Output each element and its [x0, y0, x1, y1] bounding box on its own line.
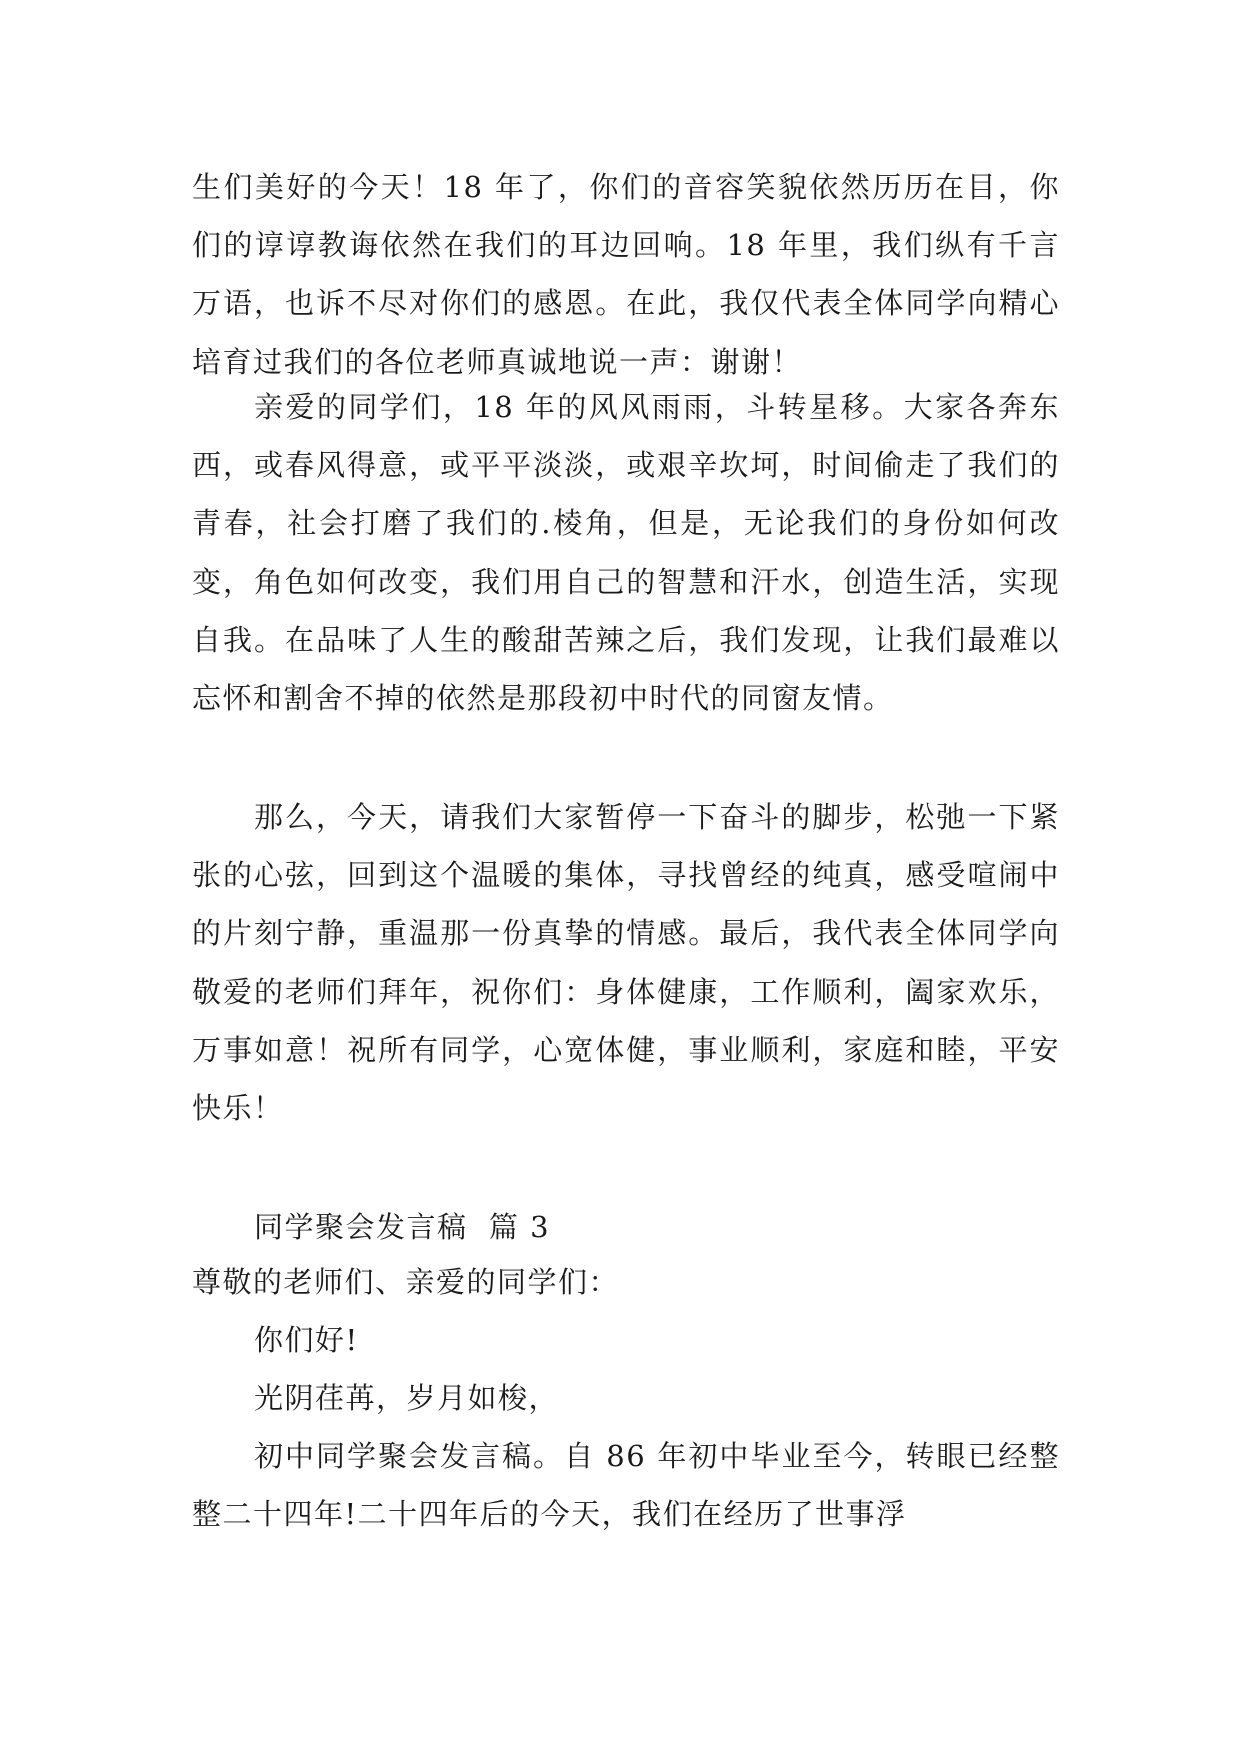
paragraph-text: 生们美好的今天！18 年了，你们的音容笑貌依然历历在目，你们的谆谆教诲依然在我们的耳边回响。18 年里，我们纵有千言万语，也诉不尽对你们的感恩。在此，我仅代表全体同学向精心培育过我们的各位老师真诚地说一声：谢谢！: [192, 170, 1060, 379]
time-phrase: 光阴荏苒，岁月如梭，: [254, 1381, 560, 1415]
paragraph-text: 初中同学聚会发言稿。自 86 年初中毕业至今，转眼已经整整二十四年!二十四年后的今天，我们在经历了世事浮: [192, 1439, 1060, 1532]
paragraph-classmates: [192, 378, 1060, 727]
paragraph-graduation: [192, 1427, 1060, 1543]
paragraph-text: 那么，今天，请我们大家暂停一下奋斗的脚步，松弛一下紧张的心弦，回到这个温暖的集体，寻找曾经的纯真，感受喧闹中的片刻宁静，重温那一份真挚的情感。最后，我代表全体同学向敬爱的老师们拜年，祝你们：身体健康，工作顺利，阖家欢乐，万事如意！祝所有同学，心宽体健，事业顺利，家庭和睦，平安快乐！: [192, 800, 1060, 1126]
greeting: 你们好!: [254, 1323, 359, 1357]
paragraph-thanks-teachers: [192, 158, 1060, 391]
paragraph-text: 亲爱的同学们，18 年的风风雨雨，斗转星移。大家各奔东西，或春风得意，或平平淡淡，或艰辛坎坷，时间偷走了我们的青春，社会打磨了我们的.棱角，但是，无论我们的身份如何改变，角色如何改变，我们用自己的智慧和汗水，创造生活，实现自我。在品味了人生的酸甜苦辣之后，我们发现，让我们最难以忘怀和割舍不掉的依然是那段初中时代的同窗友情。: [192, 390, 1060, 716]
paragraph-closing-wishes: [192, 788, 1060, 1137]
salutation: 尊敬的老师们、亲爱的同学们：: [192, 1265, 620, 1299]
section-heading: 同学聚会发言稿 篇 3: [254, 1210, 551, 1244]
